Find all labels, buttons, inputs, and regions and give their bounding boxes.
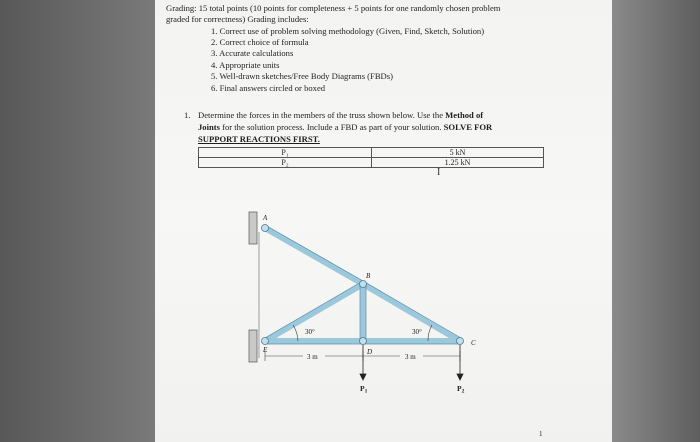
load-p1-subscript: 1 [364, 388, 368, 395]
label-node-a: A [263, 214, 268, 222]
dim-label-right: 3 m [405, 353, 416, 361]
problem-line-1-text: Determine the forces in the members of the truss shown below. Use the [198, 110, 444, 120]
label-node-c: C [471, 339, 476, 347]
joint-c [457, 338, 464, 345]
problem-method-of: Method of [445, 110, 484, 120]
load-label-p2-diagram [457, 384, 465, 395]
load-value-p1: 5 kN [372, 148, 544, 158]
grading-item-6: 6. Final answers circled or boxed [211, 83, 326, 93]
joint-d [360, 338, 367, 345]
load-label-p1-diagram [360, 384, 368, 395]
load-p2-letter: P [457, 384, 462, 393]
problem-line-2-text: for the solution process. Include a FBD as part of your solution. [222, 122, 442, 132]
joint-a [262, 225, 269, 232]
load-p2-subscript: 2 [461, 388, 465, 395]
grading-item-2: 2. Correct choice of formula [211, 37, 309, 47]
grading-line-1: Grading: 15 total points (10 points for completeness + 5 points for one randomly chosen problem [166, 3, 501, 13]
problem-solve-for: SOLVE FOR [443, 122, 493, 132]
label-node-b: B [366, 272, 371, 280]
grading-item-3: 3. Accurate calculations [211, 48, 294, 58]
grading-item-5: 5. Well-drawn sketches/Free Body Diagrams (FBDs) [211, 71, 393, 81]
arrow-p1 [360, 374, 366, 380]
text-cursor-icon: I [437, 167, 441, 178]
joint-e [262, 338, 269, 345]
problem-number: 1. [184, 110, 191, 120]
joint-b [360, 281, 367, 288]
member-ab [265, 228, 363, 284]
angle-label-left: 30° [305, 328, 315, 336]
dim-label-left: 3 m [307, 353, 318, 361]
grading-line-2: graded for correctness) Grading includes: [166, 14, 309, 24]
load-label-p2: P₂ [199, 158, 372, 168]
dimension-lines [265, 351, 460, 361]
arrow-p2 [457, 374, 463, 380]
load-p1-letter: P [360, 384, 365, 393]
angle-label-right: 30° [412, 328, 422, 336]
problem-line-3: SUPPORT REACTIONS FIRST. [198, 134, 320, 144]
wall-support-a [249, 212, 257, 244]
document-page [155, 0, 612, 442]
problem-joints: Joints [198, 122, 220, 132]
background-left [0, 0, 155, 442]
page-number: 1 [539, 430, 543, 438]
label-node-e: E [263, 346, 268, 354]
grading-item-4: 4. Appropriate units [211, 60, 280, 70]
background-right [612, 0, 700, 442]
load-value-p2: 1.25 kN [372, 158, 544, 168]
load-arrows [360, 345, 463, 380]
grading-item-1: 1. Correct use of problem solving methodology (Given, Find, Sketch, Solution) [211, 26, 485, 36]
truss-diagram [155, 0, 612, 442]
label-node-d: D [367, 348, 373, 356]
wall-support-e [249, 330, 257, 362]
load-label-p1: P₁ [199, 148, 372, 158]
